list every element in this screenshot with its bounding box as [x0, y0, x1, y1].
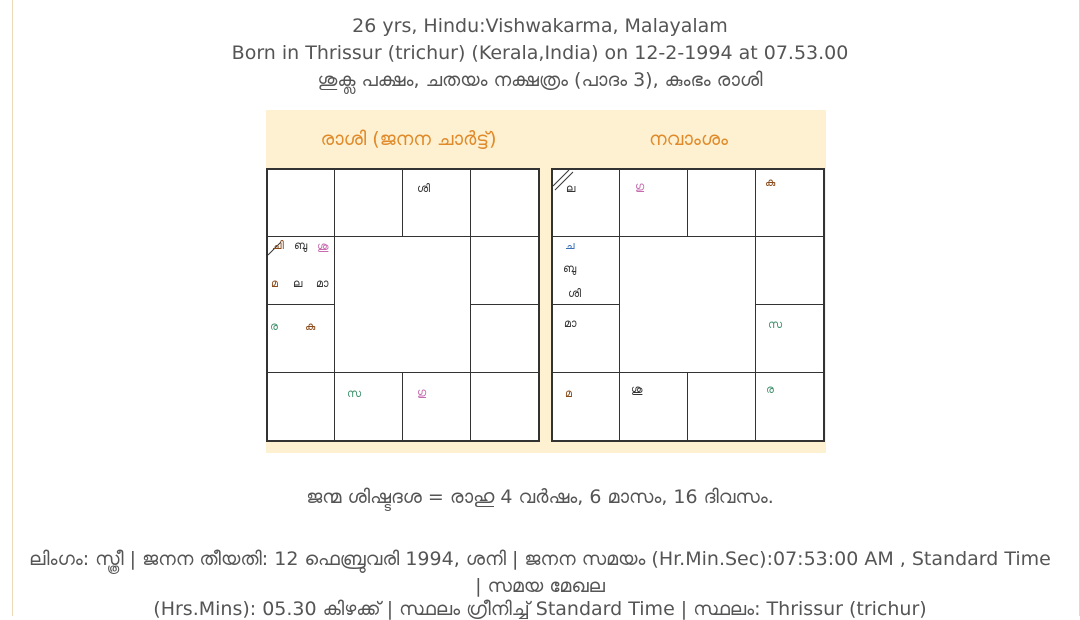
navamsa-planet: ബു: [563, 262, 577, 275]
navamsa-chart-title: നവാംശം: [648, 128, 729, 150]
rasi-house-bottom-3: [402, 372, 471, 441]
rasi-center-box: [334, 236, 471, 373]
rasi-house-top-2: [334, 169, 403, 237]
navamsa-planet: ശി: [568, 287, 582, 300]
navamsa-house-right-2: [755, 304, 824, 373]
birth-info-line-3: (Hrs.Mins): 05.30 കിഴക്ക് | സ്ഥലം ഗ്രീനിച്ച് Standard Time | സ്ഥലം: Thrissur (trichur): [153, 598, 927, 620]
rasi-planet: ബു: [294, 239, 308, 252]
navamsa-chart-grid: [551, 168, 825, 442]
rasi-planet: ല: [293, 277, 303, 290]
navamsa-planet: ശു: [631, 383, 643, 396]
rasi-planet: മ: [271, 277, 278, 290]
navamsa-planet: ച: [565, 239, 575, 252]
rasi-planet: ഗു: [417, 386, 427, 399]
rasi-house-left-2: [267, 304, 335, 373]
birth-info-line-1: ലിംഗം: സ്ത്രീ | ജനന തീയതി: 12 ഫെബ്രുവരി 1994, ശനി | ജനന സമയം (Hr.Min.Sec):07:53:00 AM , Standard Time: [29, 548, 1051, 570]
navamsa-planet: ല: [566, 182, 576, 195]
nakshatra-line: ശുക്ല പക്ഷം, ചതയം നക്ഷത്രം (പാദം 3), കുംഭം രാശി: [317, 69, 763, 91]
rasi-house-top-3: [402, 169, 471, 237]
rasi-chart-title: രാശി (ജനന ചാർട്ട്): [320, 128, 497, 150]
navamsa-house-bottom-3: [687, 372, 756, 441]
navamsa-planet: മാ: [564, 317, 577, 330]
rasi-house-right-2: [470, 304, 539, 373]
navamsa-house-left-2: [552, 304, 620, 373]
rasi-planet: ര: [270, 320, 278, 333]
rasi-house-right-1: [470, 236, 539, 305]
navamsa-planet: ഗു: [635, 180, 645, 193]
navamsa-house-top-3: [687, 169, 756, 237]
rasi-chart-grid: [266, 168, 540, 442]
navamsa-planet: ര: [766, 383, 774, 396]
birth-info-line-2: | സമയ മേഖല: [475, 575, 605, 597]
navamsa-planet: കു: [765, 176, 776, 189]
rasi-house-top-4: [470, 169, 539, 237]
rasi-house-bottom-2: [334, 372, 403, 441]
rasi-house-bottom-1: [267, 372, 335, 441]
rasi-planet: ചി: [272, 239, 284, 252]
rasi-planet: സ: [347, 387, 362, 400]
dasa-balance-line: ജന്മ ശിഷ്ടദശ = രാഹു 4 വർഷം, 6 മാസം, 16 ദിവസം.: [306, 486, 774, 508]
navamsa-planet: മ: [565, 387, 572, 400]
navamsa-house-bottom-2: [619, 372, 688, 441]
navamsa-house-top-2: [619, 169, 688, 237]
navamsa-house-bottom-1: [552, 372, 620, 441]
rasi-planet: ശി: [417, 182, 431, 195]
navamsa-planet: സ: [768, 318, 783, 331]
rasi-planet: കു: [305, 320, 316, 333]
navamsa-house-right-1: [755, 236, 824, 305]
rasi-house-top-1: [267, 169, 335, 237]
rasi-planet: ശു: [317, 240, 329, 253]
age-religion-line: 26 yrs, Hindu:Vishwakarma, Malayalam: [352, 15, 728, 37]
rasi-planet: മാ: [316, 277, 329, 290]
rasi-house-bottom-4: [470, 372, 539, 441]
birth-details-line: Born in Thrissur (trichur) (Kerala,India) on 12-2-1994 at 07.53.00: [231, 42, 849, 64]
navamsa-center-box: [619, 236, 756, 373]
